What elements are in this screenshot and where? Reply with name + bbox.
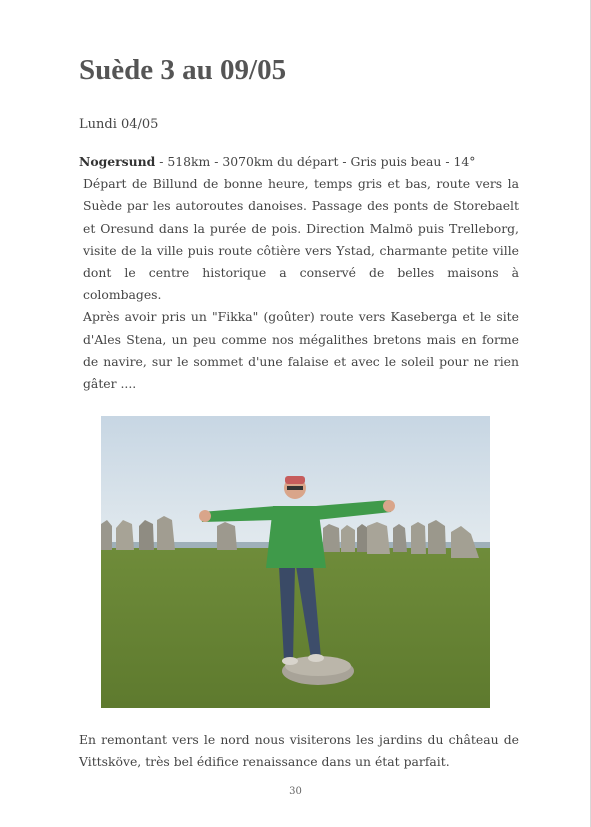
paragraph-2: Après avoir pris un "Fikka" (goûter) route vers Kaseberga et le site d'Ales Stena, un peu comme nos mégalithes bretons mais en forme de navire, sur le sommet d'une falaise et avec le soleil pour ne rien gâter .... bbox=[83, 309, 519, 392]
place-details: - 518km - 3070km du départ - Gris puis beau - 14° bbox=[155, 154, 476, 169]
place-name: Nogersund bbox=[79, 154, 156, 169]
entry-date: Lundi 04/05 bbox=[79, 117, 159, 132]
intro-line bbox=[79, 151, 519, 173]
paragraph-1: Départ de Billund de bonne heure, temps gris et bas, route vers la Suède par les autoroutes danoises. Passage des ponts de Storebaelt et Oresund dans la purée de pois. Direction Malmö puis Trelleborg, visite de la ville puis route côtière vers Ystad, charmante petite ville dont le centre historique a conservé de belles maisons à colombages. bbox=[83, 176, 519, 303]
entry-body bbox=[79, 151, 519, 395]
closing-paragraph: En remontant vers le nord nous visiterons les jardins du château de Vittsköve, très bel édifice renaissance dans un état parfait. bbox=[79, 732, 519, 770]
page-number: 30 bbox=[289, 786, 302, 797]
photo-ales-stenar bbox=[101, 416, 490, 708]
page-title: Suède 3 au 09/05 bbox=[79, 54, 287, 86]
